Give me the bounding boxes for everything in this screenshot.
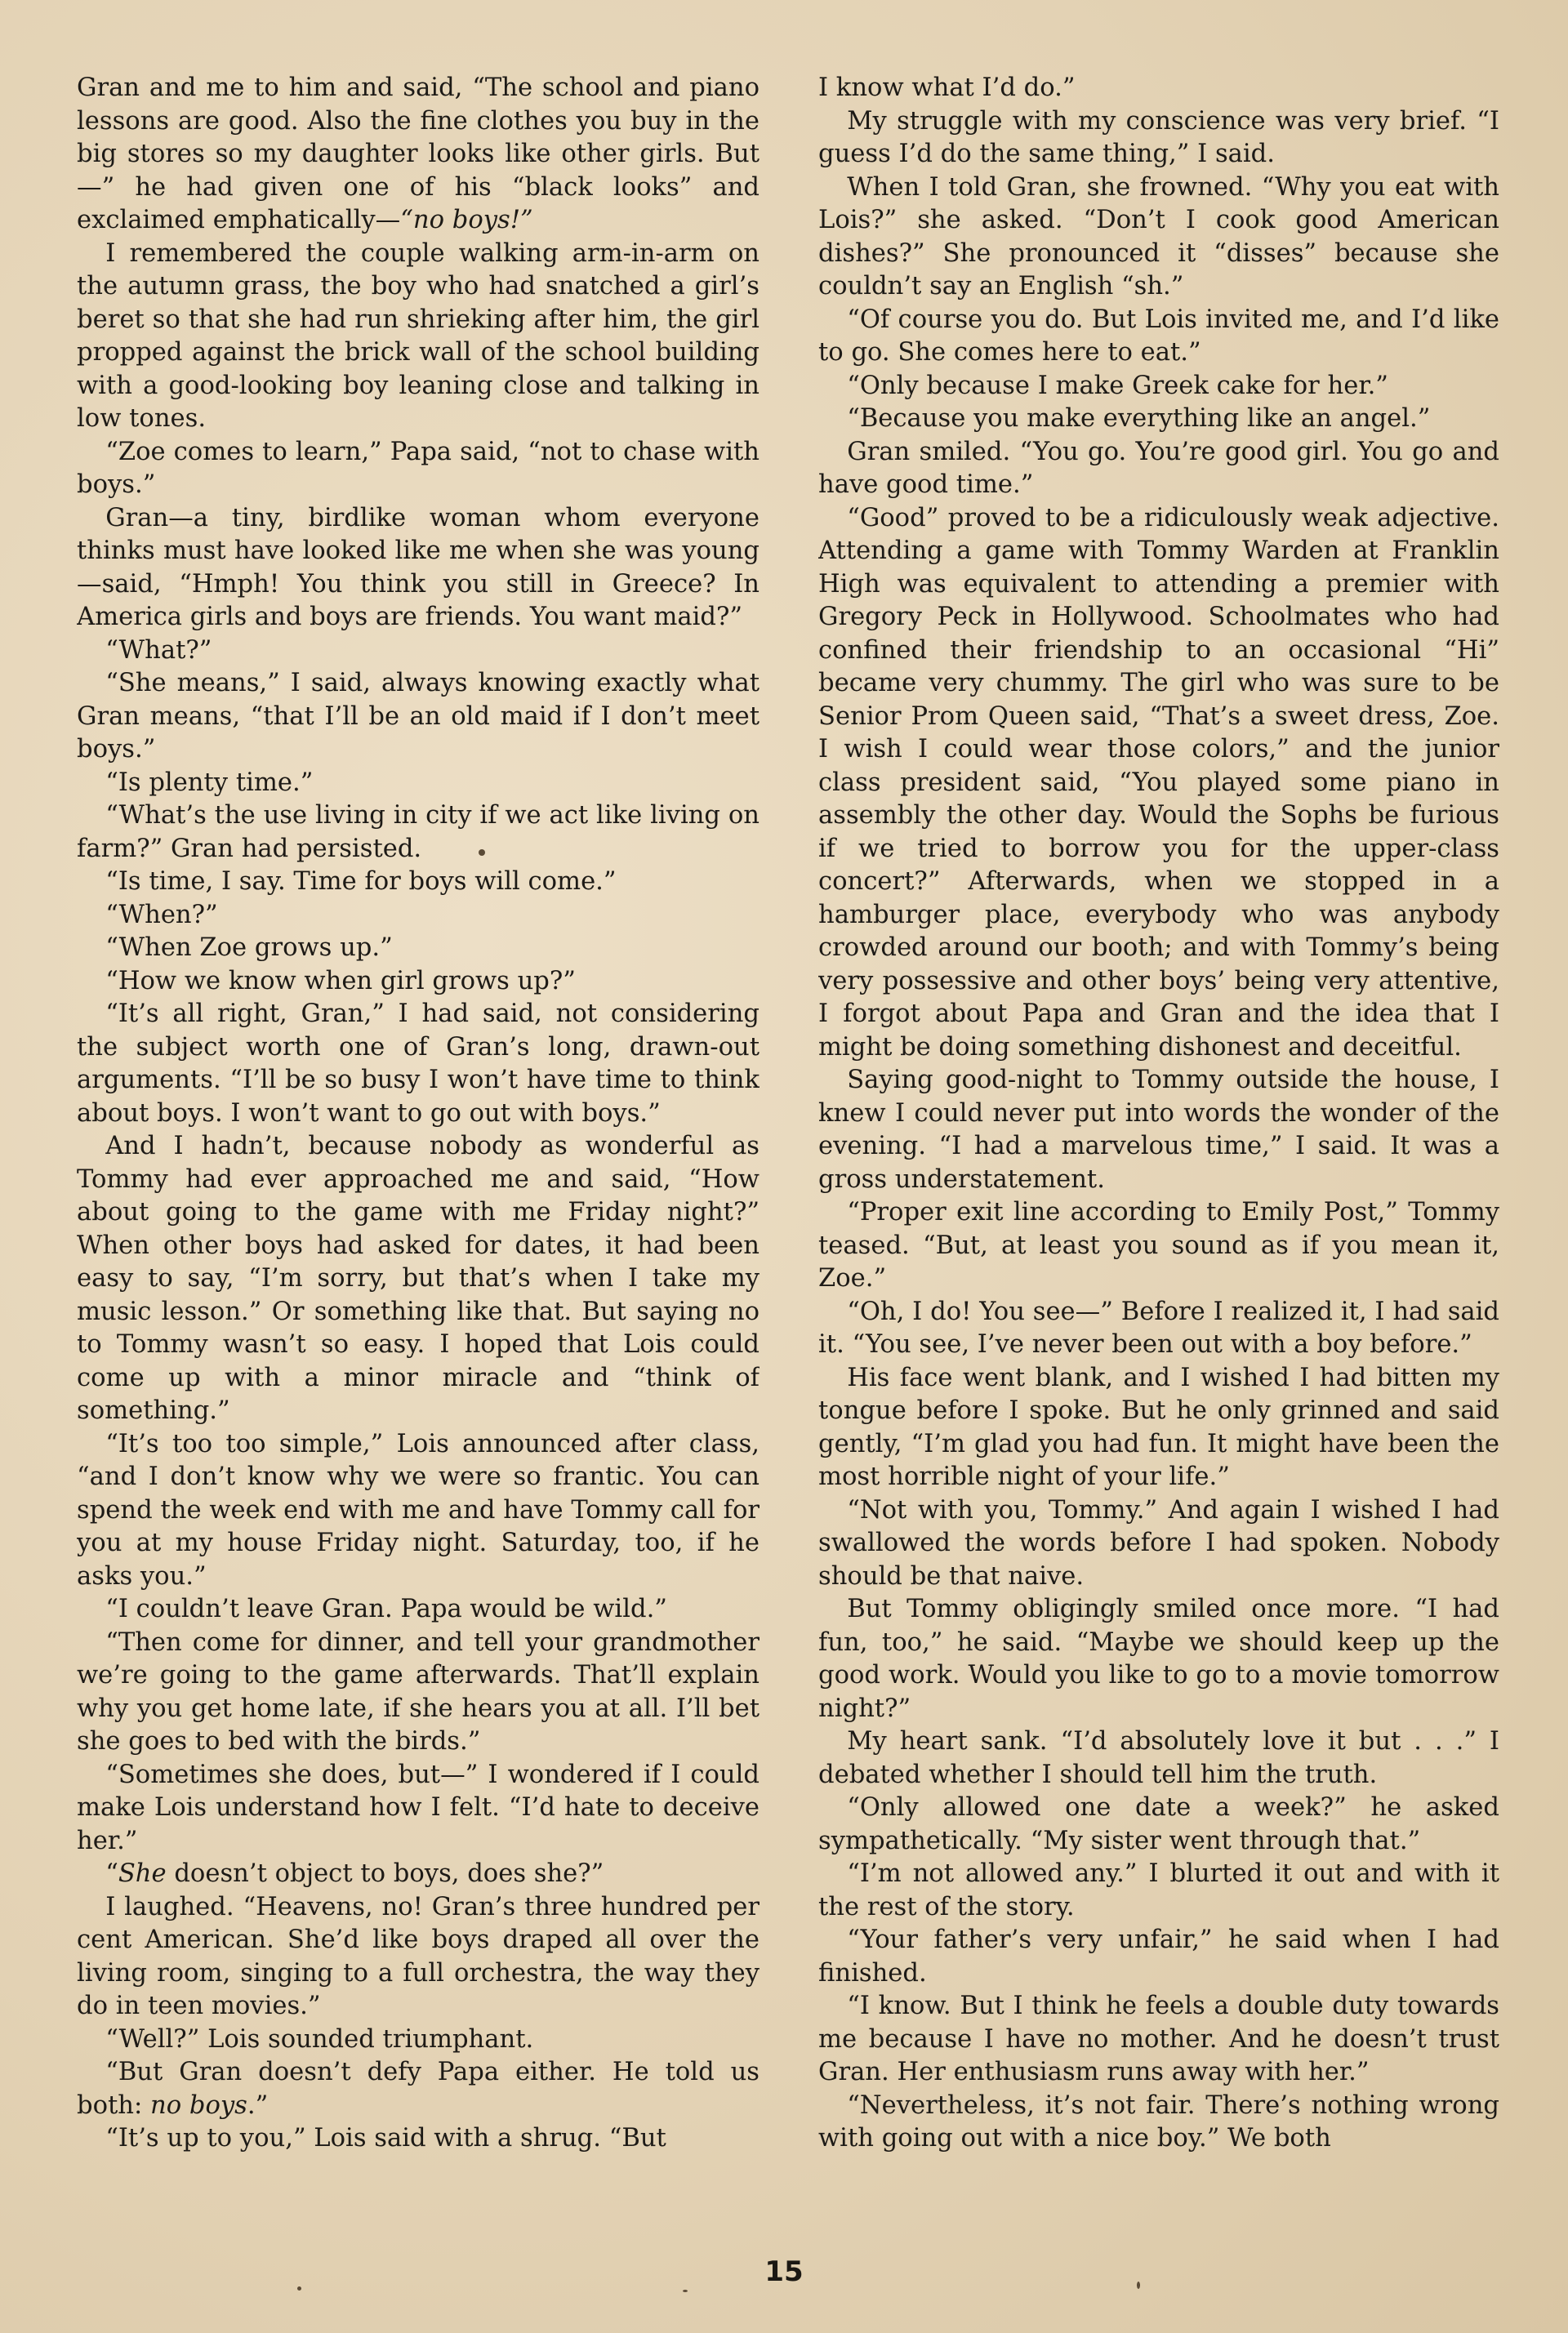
paragraph: “Not with you, Tommy.” And again I wished I had swallowed the words before I had spoken. Nobody should be that naive.	[818, 1495, 1499, 1591]
ink-speck	[683, 2290, 688, 2292]
paragraph: “What’s the use living in city if we act like living on farm?” Gran had persisted.	[77, 801, 760, 863]
page-number: 15	[764, 2255, 804, 2288]
paragraph: And I hadn’t, because nobody as wonderful as Tommy had ever approached me and said, “How about going to the game with me Friday night?” When other boys had asked for dates, it had been easy to say, “I’m sorry, but that’s when I take my music lesson.” Or something like that. But saying no to Tommy wasn’t so easy. I hoped that Lois could come up with a minor miracle and “think of something.”	[77, 1132, 760, 1425]
paragraph: “Is plenty time.”	[105, 768, 314, 797]
paragraph: “I know. But I think he feels a double duty towards me because I have no mother. And he doesn’t trust Gran. Her enthusiasm runs away with her.”	[818, 1992, 1499, 2086]
paragraph: “She means,” I said, always knowing exactly what Gran means, “that I’ll be an old maid if I don’t meet boys.”	[77, 669, 760, 764]
ink-speck	[1137, 2282, 1140, 2289]
paragraph: “Only because I make Greek cake for her.”	[847, 371, 1388, 400]
paragraph: “Because you make everything like an angel.”	[847, 404, 1431, 433]
paragraph: “It’s all right, Gran,” I had said, not considering the subject worth one of Gran’s long, drawn-out arguments. “I’ll be so busy I won’t have time to think about boys. I won’t want to go out with boys.”	[77, 1000, 760, 1128]
paragraph: “Proper exit line according to Emily Post,” Tommy teased. “But, at least you sound as if you mean it, Zoe.”	[818, 1198, 1499, 1293]
paragraph: Gran smiled. “You go. You’re good girl. You go and have good time.”	[818, 437, 1499, 499]
paragraph: Saying good-night to Tommy outside the house, I knew I could never put into words the wonder of the evening. “I had a marvelous time,” I said. It was a gross understatement.	[818, 1066, 1499, 1194]
paragraph: “I couldn’t leave Gran. Papa would be wild.”	[105, 1595, 667, 1623]
ink-speck	[479, 849, 485, 856]
paragraph: “Is time, I say. Time for boys will come.”	[105, 867, 617, 896]
paragraph: “She doesn’t object to boys, does she?”	[105, 1859, 604, 1888]
paragraph: “It’s up to you,” Lois said with a shrug. “But	[105, 2124, 666, 2153]
paragraph: “Oh, I do! You see—” Before I realized it, I had said it. “You see, I’ve never been out with a boy before.”	[818, 1297, 1499, 1359]
paragraph: “Your father’s very unfair,” he said when I had finished.	[818, 1926, 1499, 1988]
paragraph: “When?”	[105, 900, 218, 929]
paragraph: “It’s too too simple,” Lois announced after class, “and I don’t know why we were so frantic. You can spend the week end with me and have Tommy call for you at my house Friday night. Saturday, too, if he asks you.”	[77, 1429, 760, 1591]
paragraph: “Zoe comes to learn,” Papa said, “not to chase with boys.”	[77, 437, 760, 499]
paragraph: My struggle with my conscience was very brief. “I guess I’d do the same thing,” I said.	[818, 106, 1499, 168]
paragraph: When I told Gran, she frowned. “Why you eat with Lois?” she asked. “Don’t I cook good American dishes?” She pronounced it “disses” because she couldn’t say an English “sh.”	[818, 172, 1499, 301]
paragraph: I know what I’d do.”	[818, 73, 1076, 102]
paragraph: “Well?” Lois sounded triumphant.	[105, 2024, 534, 2054]
right-column	[818, 72, 1499, 2244]
paragraph: His face went blank, and I wished I had bitten my tongue before I spoke. But he only grinned and said gently, “I’m glad you had fun. It might have been the most horrible night of your life.”	[818, 1363, 1499, 1491]
paragraph: “Then come for dinner, and tell your grandmother we’re going to the game afterwards. That’ll explain why you get home late, if she hears you at all. I’ll bet she goes to bed with the birds.”	[77, 1627, 760, 1756]
ink-speck	[297, 2286, 301, 2291]
paragraph: “Good” proved to be a ridiculously weak adjective. Attending a game with Tommy Warden at Franklin High was equivalent to attending a premier with Gregory Peck in Hollywood. Schoolmates who had confined their friendship to an occasional “Hi” became very chummy. The girl who was sure to be Senior Prom Queen said, “That’s a sweet dress, Zoe. I wish I could wear those colors,” and the junior class president said, “You played some piano in assembly the other day. Would the Sophs be furious if we tried to borrow you for the upper-class concert?” Afterwards, when we stopped in a hamburger place, everybody who was anybody crowded around our booth; and with Tommy’s being very possessive and other boys’ being very attentive, I forgot about Papa and Gran and the idea that I might be doing something dishonest and deceitful.	[818, 503, 1499, 1062]
paragraph: Gran—a tiny, birdlike woman whom everyone thinks must have looked like me when she was young—said, “Hmph! You think you still in Greece? In America girls and boys are friends. You want maid?”	[77, 503, 760, 631]
paragraph: “Nevertheless, it’s not fair. There’s nothing wrong with going out with a nice boy.” We both	[818, 2090, 1499, 2153]
paragraph: “Of course you do. But Lois invited me, and I’d like to go. She comes here to eat.”	[818, 305, 1499, 367]
paragraph: “What?”	[105, 635, 212, 665]
paragraph: “But Gran doesn’t defy Papa either. He told us both: no boys.”	[77, 2058, 760, 2120]
paragraph: “How we know when girl grows up?”	[105, 966, 576, 995]
paragraph: “Sometimes she does, but—” I wondered if I could make Lois understand how I felt. “I’d hate to deceive her.”	[77, 1760, 760, 1855]
paragraph: My heart sank. “I’d absolutely love it but . . .” I debated whether I should tell him the truth.	[818, 1727, 1499, 1789]
paragraph: “I’m not allowed any.” I blurted it out and with it the rest of the story.	[818, 1859, 1499, 1921]
left-column	[77, 72, 760, 2244]
paragraph: I remembered the couple walking arm-in-arm on the autumn grass, the boy who had snatched a girl’s beret so that she had run shrieking after him, the girl propped against the brick wall of the school building with a good-looking boy leaning close and talking in low tones.	[77, 238, 760, 433]
paragraph: I laughed. “Heavens, no! Gran’s three hundred per cent American. She’d like boys draped all over the living room, singing to a full orchestra, the way they do in teen movies.”	[77, 1892, 760, 2020]
paragraph: Gran and me to him and said, “The school and piano lessons are good. Also the fine clothes you buy in the big stores so my daughter looks like other girls. But—” he had given one of his “black looks” and exclaimed emphatically—“no boys!”	[77, 73, 760, 234]
paragraph: “Only allowed one date a week?” he asked sympathetically. “My sister went through that.”	[818, 1793, 1499, 1855]
paragraph: But Tommy obligingly smiled once more. “I had fun, too,” he said. “Maybe we should keep up the good work. Would you like to go to a movie tomorrow night?”	[818, 1595, 1499, 1723]
paragraph: “When Zoe grows up.”	[105, 933, 393, 962]
